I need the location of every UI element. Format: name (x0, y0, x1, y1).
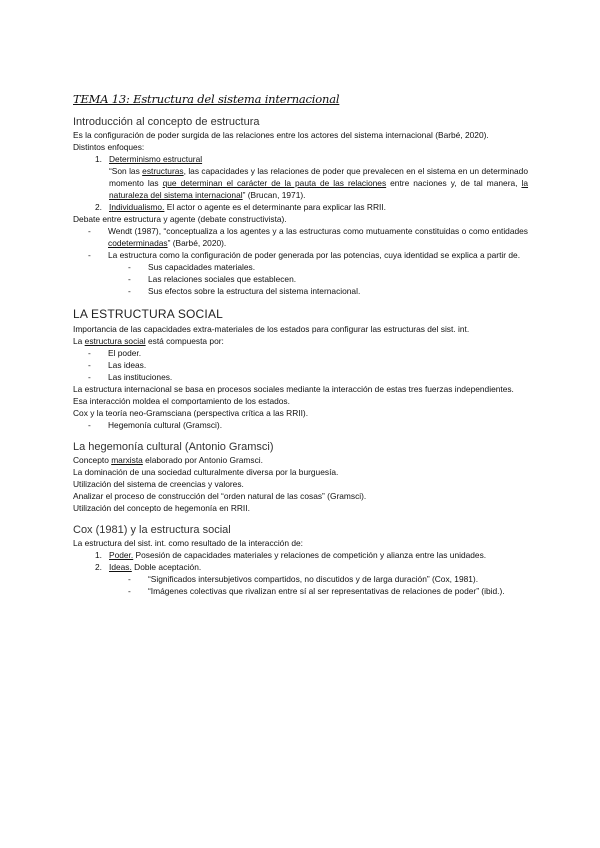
list-item (95, 153, 528, 165)
list-number: 2. (95, 562, 102, 572)
paragraph: Analizar el proceso de construcción del “orden natural de las cosas” (Gramsci). (73, 491, 367, 501)
list-item-text: Posesión de capacidades materiales y relaciones de competición y alianza entre las unidades. (133, 550, 487, 560)
section-heading-gramsci: La hegemonía cultural (Antonio Gramsci) (73, 441, 274, 453)
section-heading-social: LA ESTRUCTURA SOCIAL (73, 307, 224, 321)
section-heading-cox: Cox (1981) y la estructura social (73, 524, 231, 536)
paragraph (73, 454, 528, 466)
list-item-text: Doble aceptación. (131, 562, 202, 572)
ordered-list (73, 153, 528, 165)
list-item-text: “Significados intersubjetivos compartidos, no discutidos y de larga duración” (Cox, 1981). (148, 574, 479, 584)
text: La (73, 336, 85, 346)
list-item-text: Hegemonía cultural (Gramsci). (108, 420, 223, 430)
paragraph: Cox y la teoría neo-Gramsciana (perspectiva crítica a las RRII). (73, 408, 309, 418)
list-item: - Sus efectos sobre la estructura del sistema internacional. (128, 286, 361, 296)
text: elaborado por Antonio Gramsci. (142, 455, 263, 465)
list-item-label: Poder. (109, 550, 134, 560)
ordered-list (73, 201, 528, 213)
list-item-text: Las instituciones. (108, 372, 173, 382)
page-title: TEMA 13: Estructura del sistema internacional (73, 92, 340, 106)
paragraph: Distintos enfoques: (73, 142, 145, 152)
list-number: 1. (95, 154, 102, 164)
list-item-text: El poder. (108, 348, 142, 358)
paragraph: Es la configuración de poder surgida de las relaciones entre los actores del sistema internacional (Barbé, 2020). (73, 130, 489, 140)
underlined-text: marxista (111, 455, 143, 465)
quote-underlined: estructuras (142, 166, 184, 176)
sub-bullet-list (73, 573, 528, 597)
list-item-text: “Imágenes colectivas que rivalizan entre sí al ser representativas de relaciones de poder” (ibid.). (148, 586, 505, 596)
ordered-list (73, 549, 528, 573)
list-item (95, 549, 528, 561)
list-item-label: Individualismo. (109, 202, 165, 212)
underlined-text: estructura social (84, 336, 146, 346)
list-item-text: ” (Barbé, 2020). (167, 238, 227, 248)
list-item: - “Imágenes colectivas que rivalizan entre sí al ser representativas de relaciones de poder” (ibid.). (128, 586, 505, 596)
quote-block (73, 165, 528, 201)
list-item: - “Significados intersubjetivos compartidos, no discutidos y de larga duración” (Cox, 1981). (128, 574, 479, 584)
bullet-list (73, 225, 528, 261)
quote-underlined: que determinan el carácter de la pauta de las relaciones (162, 178, 387, 188)
list-number: 1. (95, 550, 102, 560)
list-item: - Las relaciones sociales que establecen. (128, 274, 297, 284)
list-item (95, 201, 528, 213)
quote-text: , las capacidades y las relaciones de poder que prevalecen en el sistema en un determinado momento las (109, 166, 528, 188)
list-item: - Hegemonía cultural (Gramsci). (88, 420, 223, 430)
list-item: - Sus capacidades materiales. (128, 262, 256, 272)
list-item-label: Determinismo estructural (109, 154, 203, 164)
section-heading-intro: Introducción al concepto de estructura (73, 116, 260, 128)
quote-underlined: la naturaleza del sistema internacional (109, 178, 529, 200)
text: Concepto (73, 455, 112, 465)
list-item-text: Wendt (1987), “conceptualiza a los agentes y a las estructuras como mutuamente constituidas o como entidades (108, 226, 528, 236)
list-item: - La estructura como la configuración de poder generada por las potencias, cuya identidad se explica a partir de. (88, 250, 521, 260)
paragraph: Debate entre estructura y agente (debate constructivista). (73, 214, 287, 224)
list-item (95, 561, 528, 573)
list-item-text: La estructura como la configuración de poder generada por las potencias, cuya identidad se explica a partir de. (108, 250, 521, 260)
list-item: - Las ideas. (88, 360, 147, 370)
list-item-text: Sus efectos sobre la estructura del sistema internacional. (148, 286, 361, 296)
text: está compuesta por: (145, 336, 224, 346)
list-item: - El poder. (88, 348, 142, 358)
paragraph: La dominación de una sociedad culturalmente diversa por la burguesía. (73, 467, 339, 477)
paragraph: La estructura del sist. int. como resultado de la interacción de: (73, 538, 303, 548)
bullet-list (73, 347, 528, 383)
quote-text: “Son las (109, 166, 143, 176)
paragraph: Esa interacción moldea el comportamiento de los estados. (73, 396, 290, 406)
quote-text: entre naciones y, de tal manera, (386, 178, 522, 188)
list-number: 2. (95, 202, 102, 212)
paragraph: Utilización del concepto de hegemonía en RRII. (73, 503, 250, 513)
list-item-text: Las ideas. (108, 360, 147, 370)
paragraph (73, 335, 528, 347)
list-item: - Wendt (1987), “conceptualiza a los agentes y a las estructuras como mutuamente constituidas o como entidades codeterminadas” (Barbé, 2020). (88, 226, 528, 248)
paragraph: La estructura internacional se basa en procesos sociales mediante la interacción de estas tres fuerzas independientes. (73, 384, 514, 394)
list-item-label: Ideas. (109, 562, 132, 572)
paragraph: Utilización del sistema de creencias y valores. (73, 479, 244, 489)
paragraph: Importancia de las capacidades extra-materiales de los estados para configurar las estructuras del sist. int. (73, 324, 470, 334)
sub-bullet-list (73, 261, 528, 297)
list-item: - Las instituciones. (88, 372, 173, 382)
document-page (73, 92, 528, 597)
list-item-text: Sus capacidades materiales. (148, 262, 256, 272)
list-item-underlined: codeterminadas (108, 238, 168, 248)
list-item-text: Las relaciones sociales que establecen. (148, 274, 297, 284)
list-item-text: El actor o agente es el determinante para explicar las RRII. (164, 202, 386, 212)
quote-text: ” (Brucan, 1971). (242, 190, 306, 200)
bullet-list (73, 419, 528, 431)
